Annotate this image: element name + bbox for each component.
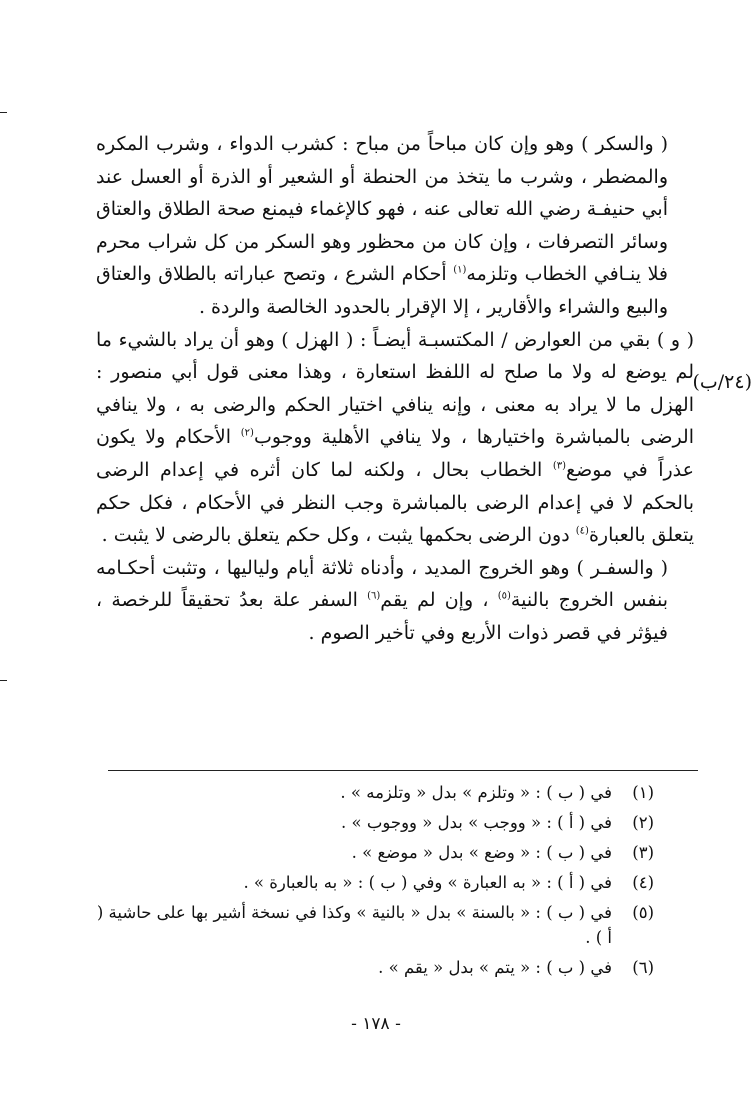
footnote-item — [96, 955, 654, 985]
text-line: المكره والمضطر ، وشرب ما يتخذ من الحنطة أو الشعير أو الذرة أو العسل — [96, 133, 668, 188]
footnote-number: (٣) — [632, 843, 654, 862]
footnote-item — [96, 780, 654, 810]
text-line: أحكام الشرع ، وتصح عباراته بالطلاق — [158, 263, 454, 286]
text-line: الهزل ما لا يراد به معنى ، وإنه ينافي اختيار الحكم والرضى به ، ولا ينافي — [96, 393, 694, 416]
footnote-text: في ( أ ) : « ووجب » بدل « ووجوب » . — [341, 813, 612, 832]
footnote-ref-4: (٤) — [575, 525, 589, 537]
text-line: ما لم يوضع له ولا ما صلح له اللفظ استعارة ، وهذا معنى قول أبي منصور : — [96, 328, 694, 384]
text-line: الخطاب بحال ، ولكنه لما كان أثره في إعدام الرضى بالحكم — [96, 458, 695, 514]
footnote-ref-5: (٥) — [497, 590, 511, 602]
text-line: الرضى بالمباشرة واختيارها ، ولا ينافي الأهلية ووجوب — [253, 426, 695, 449]
footnote-text: في ( ب ) : « بالسنة » بدل « بالنية » وكذا في نسخة أشير بها على حاشية ( أ ) . — [96, 903, 612, 947]
page-edge-mark — [0, 680, 7, 681]
footnotes-list — [96, 780, 654, 985]
paragraph-hazl — [96, 324, 694, 552]
page-edge-mark — [0, 112, 7, 113]
page-number: - ١٧٨ - — [351, 1014, 401, 1034]
text-line: والعتاق وسائر التصرفات ، وإن كان من محظور وهو السكر من كل شراب — [96, 198, 668, 253]
footnote-text: في ( ب ) : « وضع » بدل « موضع » . — [351, 843, 612, 862]
text-line: بالعبارة — [588, 524, 646, 547]
footnote-item — [96, 810, 654, 840]
text-line: ( والسفـر ) وهو الخروج المديد ، وأدناه ثلاثة أيام ولياليها ، وتثبت — [162, 556, 668, 579]
footnote-ref-1: (١) — [453, 265, 467, 277]
text-line: الأحكام ولا يكون — [96, 426, 241, 449]
footnote-ref-3: (٣) — [552, 460, 567, 472]
footnote-ref-6: (٦) — [367, 590, 381, 602]
footnote-text: في ( ب ) : « وتلزم » بدل « وتلزمه » . — [340, 783, 612, 802]
text-line: والعتاق والبيع والشراء والأقارير ، إلا الإقرار بالحدود الخالصة والردة . — [96, 263, 668, 318]
main-text-block — [96, 128, 694, 650]
footnote-number: (٤) — [632, 873, 654, 892]
text-line: عذراً في موضع — [566, 458, 694, 481]
text-line: لا في إعدام الرضى بالمباشرة وجب النظر في الأحكام ، فكل حكم يتعلق — [96, 491, 694, 547]
text-line: عند أبي حنيفـة رضي الله تعالى عنه ، فهو كالإغماء فيمنع صحة الطلاق — [96, 165, 668, 221]
text-line: ، وإن لم يقم — [380, 589, 498, 612]
paragraph-safar — [96, 552, 694, 650]
text-line: السفر علة بعدُ تحقيقاً — [181, 589, 368, 612]
footnote-text: في ( أ ) : « به العبارة » وفي ( ب ) : « به بالعبارة » . — [243, 873, 612, 892]
text-line: دون الرضى بحكمها يثبت ، وكل حكم يتعلق بالرضى لا يثبت . — [101, 524, 576, 547]
footnote-number: (٦) — [632, 958, 654, 977]
text-line: أحكـامه بنفس الخروج بالنية — [96, 556, 668, 612]
footnote-item — [96, 900, 654, 955]
text-line: للرخصة ، فيؤثر في قصر ذوات الأربع وفي تأخير الصوم . — [96, 589, 668, 644]
footnote-text: في ( ب ) : « يتم » بدل « يقم » . — [378, 958, 612, 977]
footnote-ref-2: (٢) — [240, 428, 254, 440]
text-line: ( والسكر ) وهو وإن كان مباحاً من مباح : كشرب الدواء ، وشرب — [155, 133, 668, 155]
footnote-item — [96, 840, 654, 870]
footnote-number: (١) — [632, 783, 654, 802]
text-line: ( و ) بقي من العوارض / المكتسبـة أيضـاً : ( الهزل ) وهو أن يراد بالشيء — [118, 328, 694, 351]
margin-folio-note: (٢٤/ب) — [692, 371, 752, 393]
footnote-separator — [108, 770, 698, 771]
paragraph-sukr — [96, 128, 694, 324]
footnote-item — [96, 870, 654, 900]
text-line: محرم فلا ينـافي الخطاب وتلزمه — [96, 230, 669, 286]
footnote-number: (٢) — [632, 813, 654, 832]
footnote-number: (٥) — [632, 903, 654, 922]
